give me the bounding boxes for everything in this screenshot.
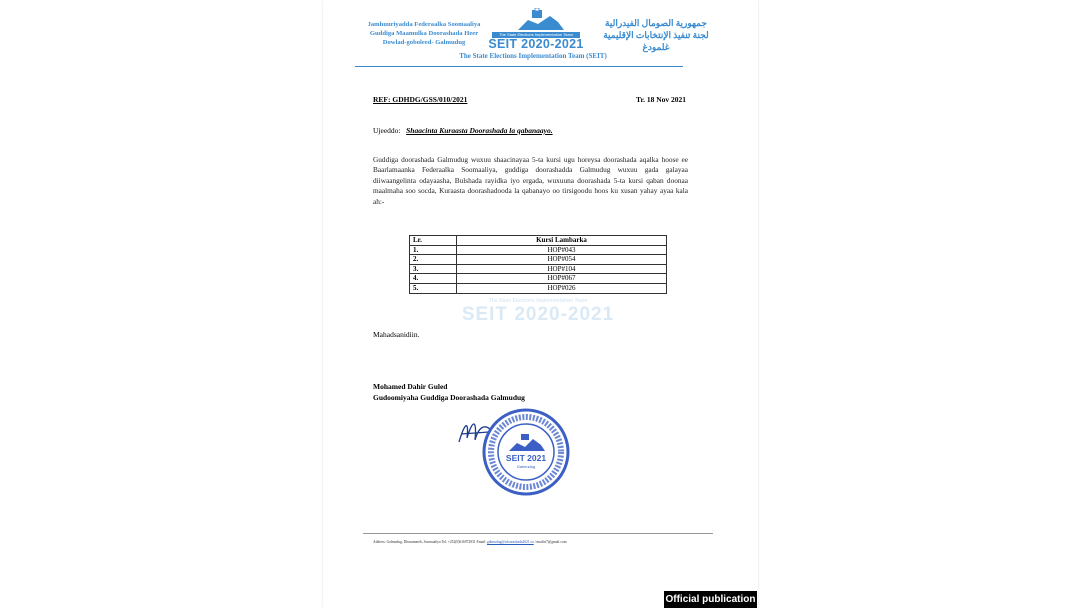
stamp-sub: Galmudug bbox=[516, 464, 536, 469]
subject-text: Shaacinta Kuraasta Doorashada la qabanaayo. bbox=[406, 126, 553, 135]
official-publication-badge: Official publication bbox=[664, 591, 757, 608]
watermark-big: SEIT 2020-2021 bbox=[461, 304, 615, 325]
table-row bbox=[410, 264, 667, 274]
row-number: 2. bbox=[410, 255, 457, 265]
seat-code: HOP#043 bbox=[457, 245, 667, 255]
footer-address-text: Address: Galmudug, Dhusamareb, Soomaaliya Tel: +252(0)616972831 Email: bbox=[373, 540, 487, 544]
stamp-text: SEIT 2021 bbox=[505, 453, 547, 463]
document-page bbox=[323, 0, 758, 608]
seat-code: HOP#026 bbox=[457, 283, 667, 293]
ballot-box-icon bbox=[488, 8, 584, 34]
signer-name: Mohamed Dahir Guled bbox=[373, 382, 448, 391]
table-row bbox=[410, 283, 667, 293]
table-header-row bbox=[410, 236, 667, 246]
subject-line bbox=[373, 126, 553, 135]
seats-table bbox=[409, 235, 667, 294]
letterhead-arabic bbox=[591, 17, 721, 53]
letter-body: Guddiga doorashada Galmudug wuxuu shaacinayaa 5-ta kursi ugu horeysa doorashada aqalka hoose ee Baarlamaanka Federaalka Soomaaliya, guddiga doorashadda Galmudug wuxuu gada galayaa diiwaangelinta odayaasha, Bulshada rayidka iyo ergada, wuxuuna doorashada 5-ta kursi qaban doonaa maalmaha soo socda, Kuraasta doorashadooda la qabanayo oo tirsigoodu hoos ku xusan yahay ayaa kala ah:- bbox=[373, 155, 688, 206]
footer-divider bbox=[363, 533, 713, 534]
seit-logo bbox=[488, 8, 584, 52]
column-header: Kursi Lambarka bbox=[457, 236, 667, 246]
letterhead-arabic-line: لجنة تنفيذ الإنتخابات الإقليمية غلمودغ bbox=[603, 30, 709, 52]
signer-title: Gudoomiyaha Guddiga Doorashada Galmudug bbox=[373, 393, 525, 402]
letterhead-somali bbox=[363, 20, 485, 47]
seat-code: HOP#104 bbox=[457, 264, 667, 274]
letterhead-tagline: The State Elections Implementation Team (SEIT) bbox=[459, 52, 607, 60]
logo-band: The State Elections Implementation Team bbox=[492, 32, 580, 38]
right-background bbox=[758, 0, 1080, 608]
watermark bbox=[443, 298, 633, 326]
row-number: 1. bbox=[410, 245, 457, 255]
footer-email2: / mudiri7@gmail.com bbox=[534, 540, 567, 544]
left-background bbox=[0, 0, 323, 608]
row-number: 5. bbox=[410, 283, 457, 293]
header-divider bbox=[355, 66, 683, 67]
letterhead-somali-line: Guddiga Maamulka Doorashada Heer bbox=[369, 30, 479, 37]
seat-code: HOP#067 bbox=[457, 274, 667, 284]
watermark-small: The State Elections Implementation Team bbox=[488, 298, 588, 304]
table-row bbox=[410, 245, 667, 255]
letterhead-somali-line: Jamhuuriyadda Federaalka Soomaaliya bbox=[367, 21, 481, 28]
table-row bbox=[410, 274, 667, 284]
letter-date: Tr. 18 Nov 2021 bbox=[636, 95, 687, 104]
column-header: Lr. bbox=[410, 236, 457, 246]
table-row bbox=[410, 255, 667, 265]
subject-label: Ujeeddo: bbox=[373, 126, 401, 135]
seat-code: HOP#054 bbox=[457, 255, 667, 265]
letterhead-somali-line: Dowlad-goboleed- Galmudug bbox=[382, 39, 466, 46]
footer-email-link[interactable]: galmudug@sdoorashada2021.so bbox=[487, 540, 534, 544]
logo-text: SEIT 2020-2021 bbox=[488, 37, 584, 51]
letterhead-arabic-line: جمهورية الصومال الفيدرالية bbox=[605, 18, 707, 28]
closing-text: Mahadsanidiin. bbox=[373, 330, 420, 339]
footer-address bbox=[373, 540, 567, 544]
official-stamp-icon bbox=[481, 407, 571, 497]
reference-number: REF: GDHDG/GSS/010/2021 bbox=[373, 95, 468, 104]
row-number: 4. bbox=[410, 274, 457, 284]
row-number: 3. bbox=[410, 264, 457, 274]
